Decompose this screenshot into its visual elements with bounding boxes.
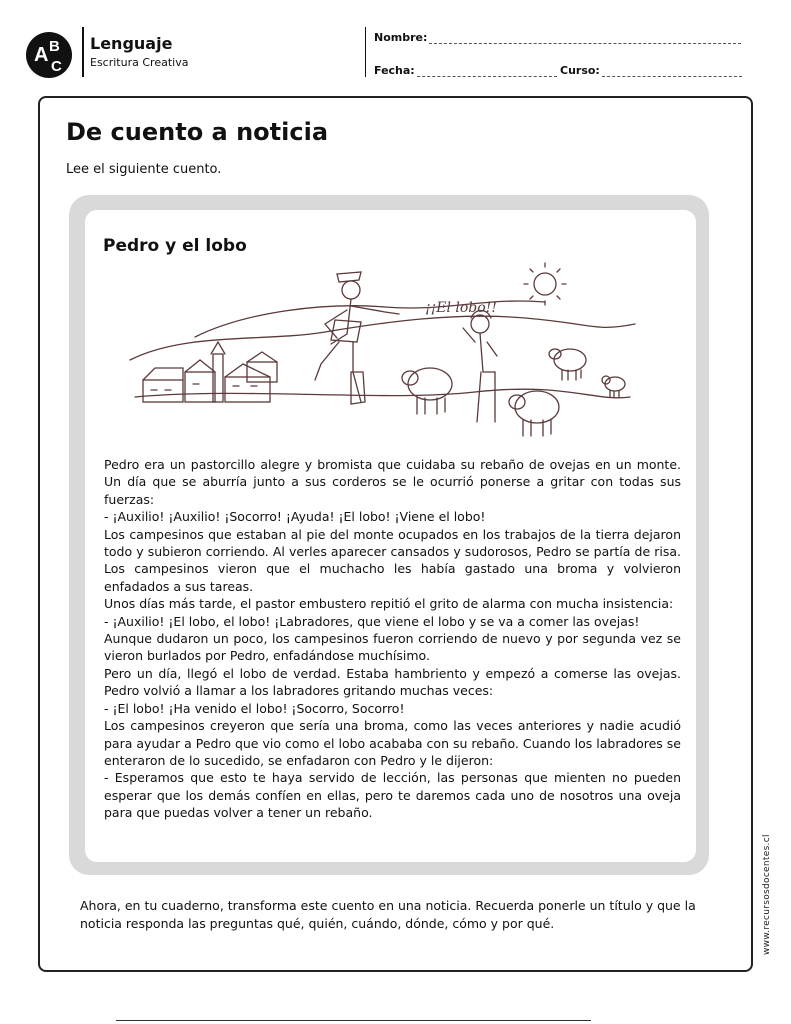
- date-label: Fecha:: [374, 64, 415, 77]
- sun-icon: [524, 263, 566, 305]
- farmer-icon: [315, 272, 399, 404]
- abc-logo: [25, 31, 73, 79]
- name-line[interactable]: [429, 33, 741, 44]
- logo-letter-a: A: [34, 44, 49, 66]
- name-label: Nombre:: [374, 31, 428, 44]
- story-paragraph: Los campesinos creyeron que sería una broma, como las veces anteriores y nadie acudió para ayudar a Pedro que vio como el lobo acababa con su rebaño. Cuando los labradores se enteraron de lo sucedido, se enfadaron con Pedro y le dijeron:: [104, 718, 681, 768]
- illustration-caption: ¡¡El lobo!!: [425, 300, 497, 316]
- sheep-icon: [402, 368, 452, 414]
- header-divider: [82, 27, 84, 77]
- footer-line: [116, 1020, 591, 1021]
- course-label: Curso:: [560, 64, 600, 77]
- logo-letter-b: B: [49, 38, 60, 55]
- story-paragraph: Pero un día, llegó el lobo de verdad. Estaba hambriento y empezó a comerse las ovejas. Pedro volvió a llamar a los labradores gritando muchas veces:: [104, 665, 681, 699]
- course-line[interactable]: [602, 66, 742, 77]
- name-field[interactable]: [374, 31, 741, 44]
- course-field[interactable]: [560, 64, 742, 77]
- story-paragraph: - ¡Auxilio! ¡Auxilio! ¡Socorro! ¡Ayuda! ¡El lobo! ¡Viene el lobo!: [104, 509, 486, 525]
- story-title: Pedro y el lobo: [103, 236, 247, 256]
- story-paragraph: Los campesinos que estaban al pie del monte ocupados en los trabajos de la tierra dejaron todo y subieron corriendo. Al verles aparecer cansados y sudorosos, Pedro se partía de risa. Los campesinos vieron que el muchacho les había gastado una broma y volvieron enfadados a sus tareas.: [104, 526, 681, 594]
- hills-line: [130, 316, 635, 360]
- story-paragraph: - ¡El lobo! ¡Ha venido el lobo! ¡Socorro, Socorro!: [104, 700, 405, 716]
- sheep-icon: [602, 376, 625, 397]
- worksheet-title: De cuento a noticia: [66, 118, 329, 146]
- header-divider-right: [365, 27, 366, 77]
- sheep-icon: [509, 391, 559, 436]
- story-illustration: [125, 262, 640, 442]
- story-paragraph: Pedro era un pastorcillo alegre y bromista que cuidaba su rebaño de ovejas en un monte. Un día que se aburría junto a sus corderos se le ocurrió ponerse a gritar con todas sus fuerzas:: [104, 457, 681, 507]
- story-text: [104, 456, 681, 822]
- date-field[interactable]: [374, 64, 557, 77]
- reading-instruction: Lee el siguiente cuento.: [66, 162, 222, 177]
- sheep-icon: [549, 349, 586, 380]
- side-credit: www.recursosdocentes.cl: [762, 834, 772, 955]
- ground-line: [135, 389, 630, 398]
- task-instruction: Ahora, en tu cuaderno, transforma este cuento en una noticia. Recuerda ponerle un título y que la noticia responda las preguntas qué, quién, cuándo, dónde, cómo y por qué.: [80, 898, 696, 931]
- logo-letter-c: C: [51, 58, 62, 75]
- story-paragraph: Aunque dudaron un poco, los campesinos fueron corriendo de nuevo y por segunda vez se vieron burlados por Pedro, enfadándose muchísimo.: [104, 631, 681, 664]
- pedro-icon: [463, 311, 497, 423]
- story-paragraph: Unos días más tarde, el pastor embustero repitió el grito de alarma con mucha insistencia:: [104, 596, 674, 612]
- date-line[interactable]: [417, 66, 557, 77]
- story-paragraph: - ¡Auxilio! ¡El lobo, el lobo! ¡Labradores, que viene el lobo y se va a comer las ovejas!: [104, 613, 640, 629]
- subject-subtitle: Escritura Creativa: [90, 56, 189, 69]
- subject-title: Lenguaje: [90, 34, 173, 53]
- story-paragraph: - Esperamos que esto te haya servido de lección, las personas que mienten no pueden esperar que los demás confíen en ellas, pero te daremos cada uno de nosotros una oveja para que puedas volver a tener un rebaño.: [104, 770, 681, 821]
